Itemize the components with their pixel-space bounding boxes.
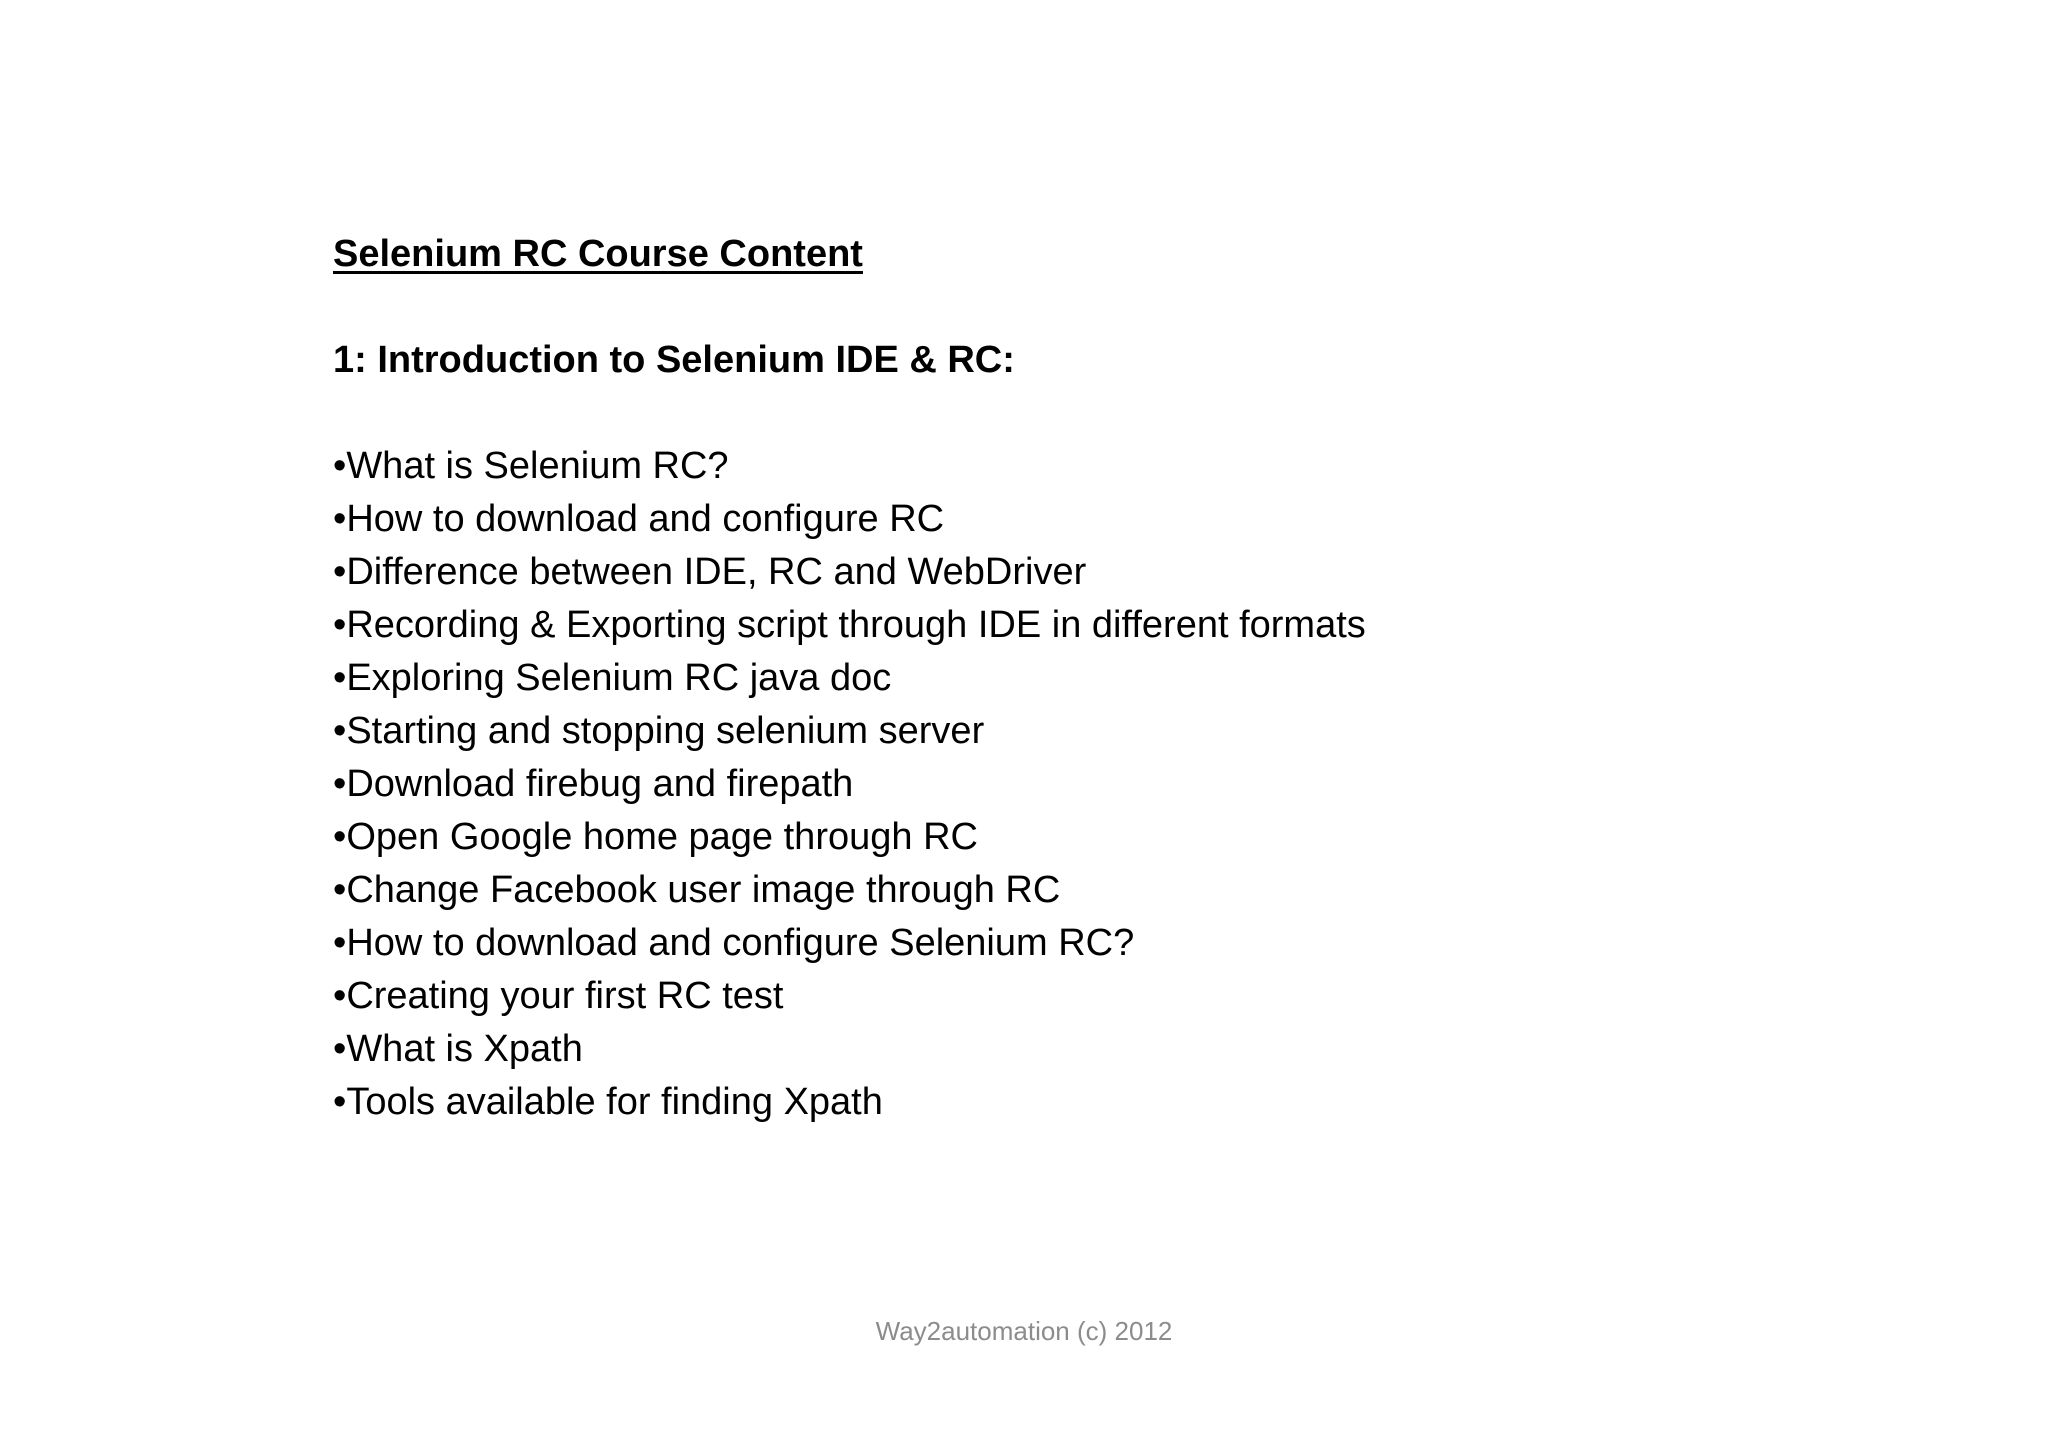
bullet-marker: • xyxy=(333,816,347,858)
list-item xyxy=(333,1076,1933,1129)
bullet-marker: • xyxy=(333,604,347,646)
list-item-text: Exploring Selenium RC java doc xyxy=(346,657,892,699)
list-item-text: Open Google home page through RC xyxy=(346,816,978,858)
bullet-marker: • xyxy=(333,1028,347,1070)
bullet-list xyxy=(333,440,1933,1129)
list-item xyxy=(333,811,1933,864)
list-item-text: Difference between IDE, RC and WebDriver xyxy=(346,551,1087,593)
bullet-marker: • xyxy=(333,869,347,911)
list-item-text: Download firebug and firepath xyxy=(346,763,854,805)
bullet-marker: • xyxy=(333,763,347,805)
bullet-marker: • xyxy=(333,975,347,1017)
bullet-marker: • xyxy=(333,657,347,699)
bullet-marker: • xyxy=(333,922,347,964)
bullet-marker: • xyxy=(333,710,347,752)
list-item xyxy=(333,546,1933,599)
list-item-text: Starting and stopping selenium server xyxy=(346,710,985,752)
list-item-text: How to download and configure Selenium RC? xyxy=(346,922,1135,964)
bullet-marker: • xyxy=(333,1081,347,1123)
list-item xyxy=(333,864,1933,917)
list-item xyxy=(333,705,1933,758)
list-item-text: What is Selenium RC? xyxy=(346,445,729,487)
list-item xyxy=(333,1023,1933,1076)
list-item-text: How to download and configure RC xyxy=(346,498,945,540)
list-item-text: Recording & Exporting script through IDE in different formats xyxy=(346,604,1366,646)
list-item xyxy=(333,970,1933,1023)
page-footer: Way2automation (c) 2012 xyxy=(875,1316,1173,1346)
bullet-marker: • xyxy=(333,445,347,487)
bullet-marker: • xyxy=(333,498,347,540)
list-item-text: Creating your first RC test xyxy=(346,975,784,1017)
list-item xyxy=(333,493,1933,546)
slide-content xyxy=(333,228,1933,1129)
section-heading: 1: Introduction to Selenium IDE & RC: xyxy=(333,339,1015,381)
list-item-text: What is Xpath xyxy=(346,1028,583,1070)
list-item xyxy=(333,440,1933,493)
page-title: Selenium RC Course Content xyxy=(333,233,863,275)
list-item xyxy=(333,758,1933,811)
list-item-text: Change Facebook user image through RC xyxy=(346,869,1061,911)
list-item xyxy=(333,599,1933,652)
list-item xyxy=(333,652,1933,705)
bullet-marker: • xyxy=(333,551,347,593)
list-item-text: Tools available for finding Xpath xyxy=(346,1081,883,1123)
list-item xyxy=(333,917,1933,970)
